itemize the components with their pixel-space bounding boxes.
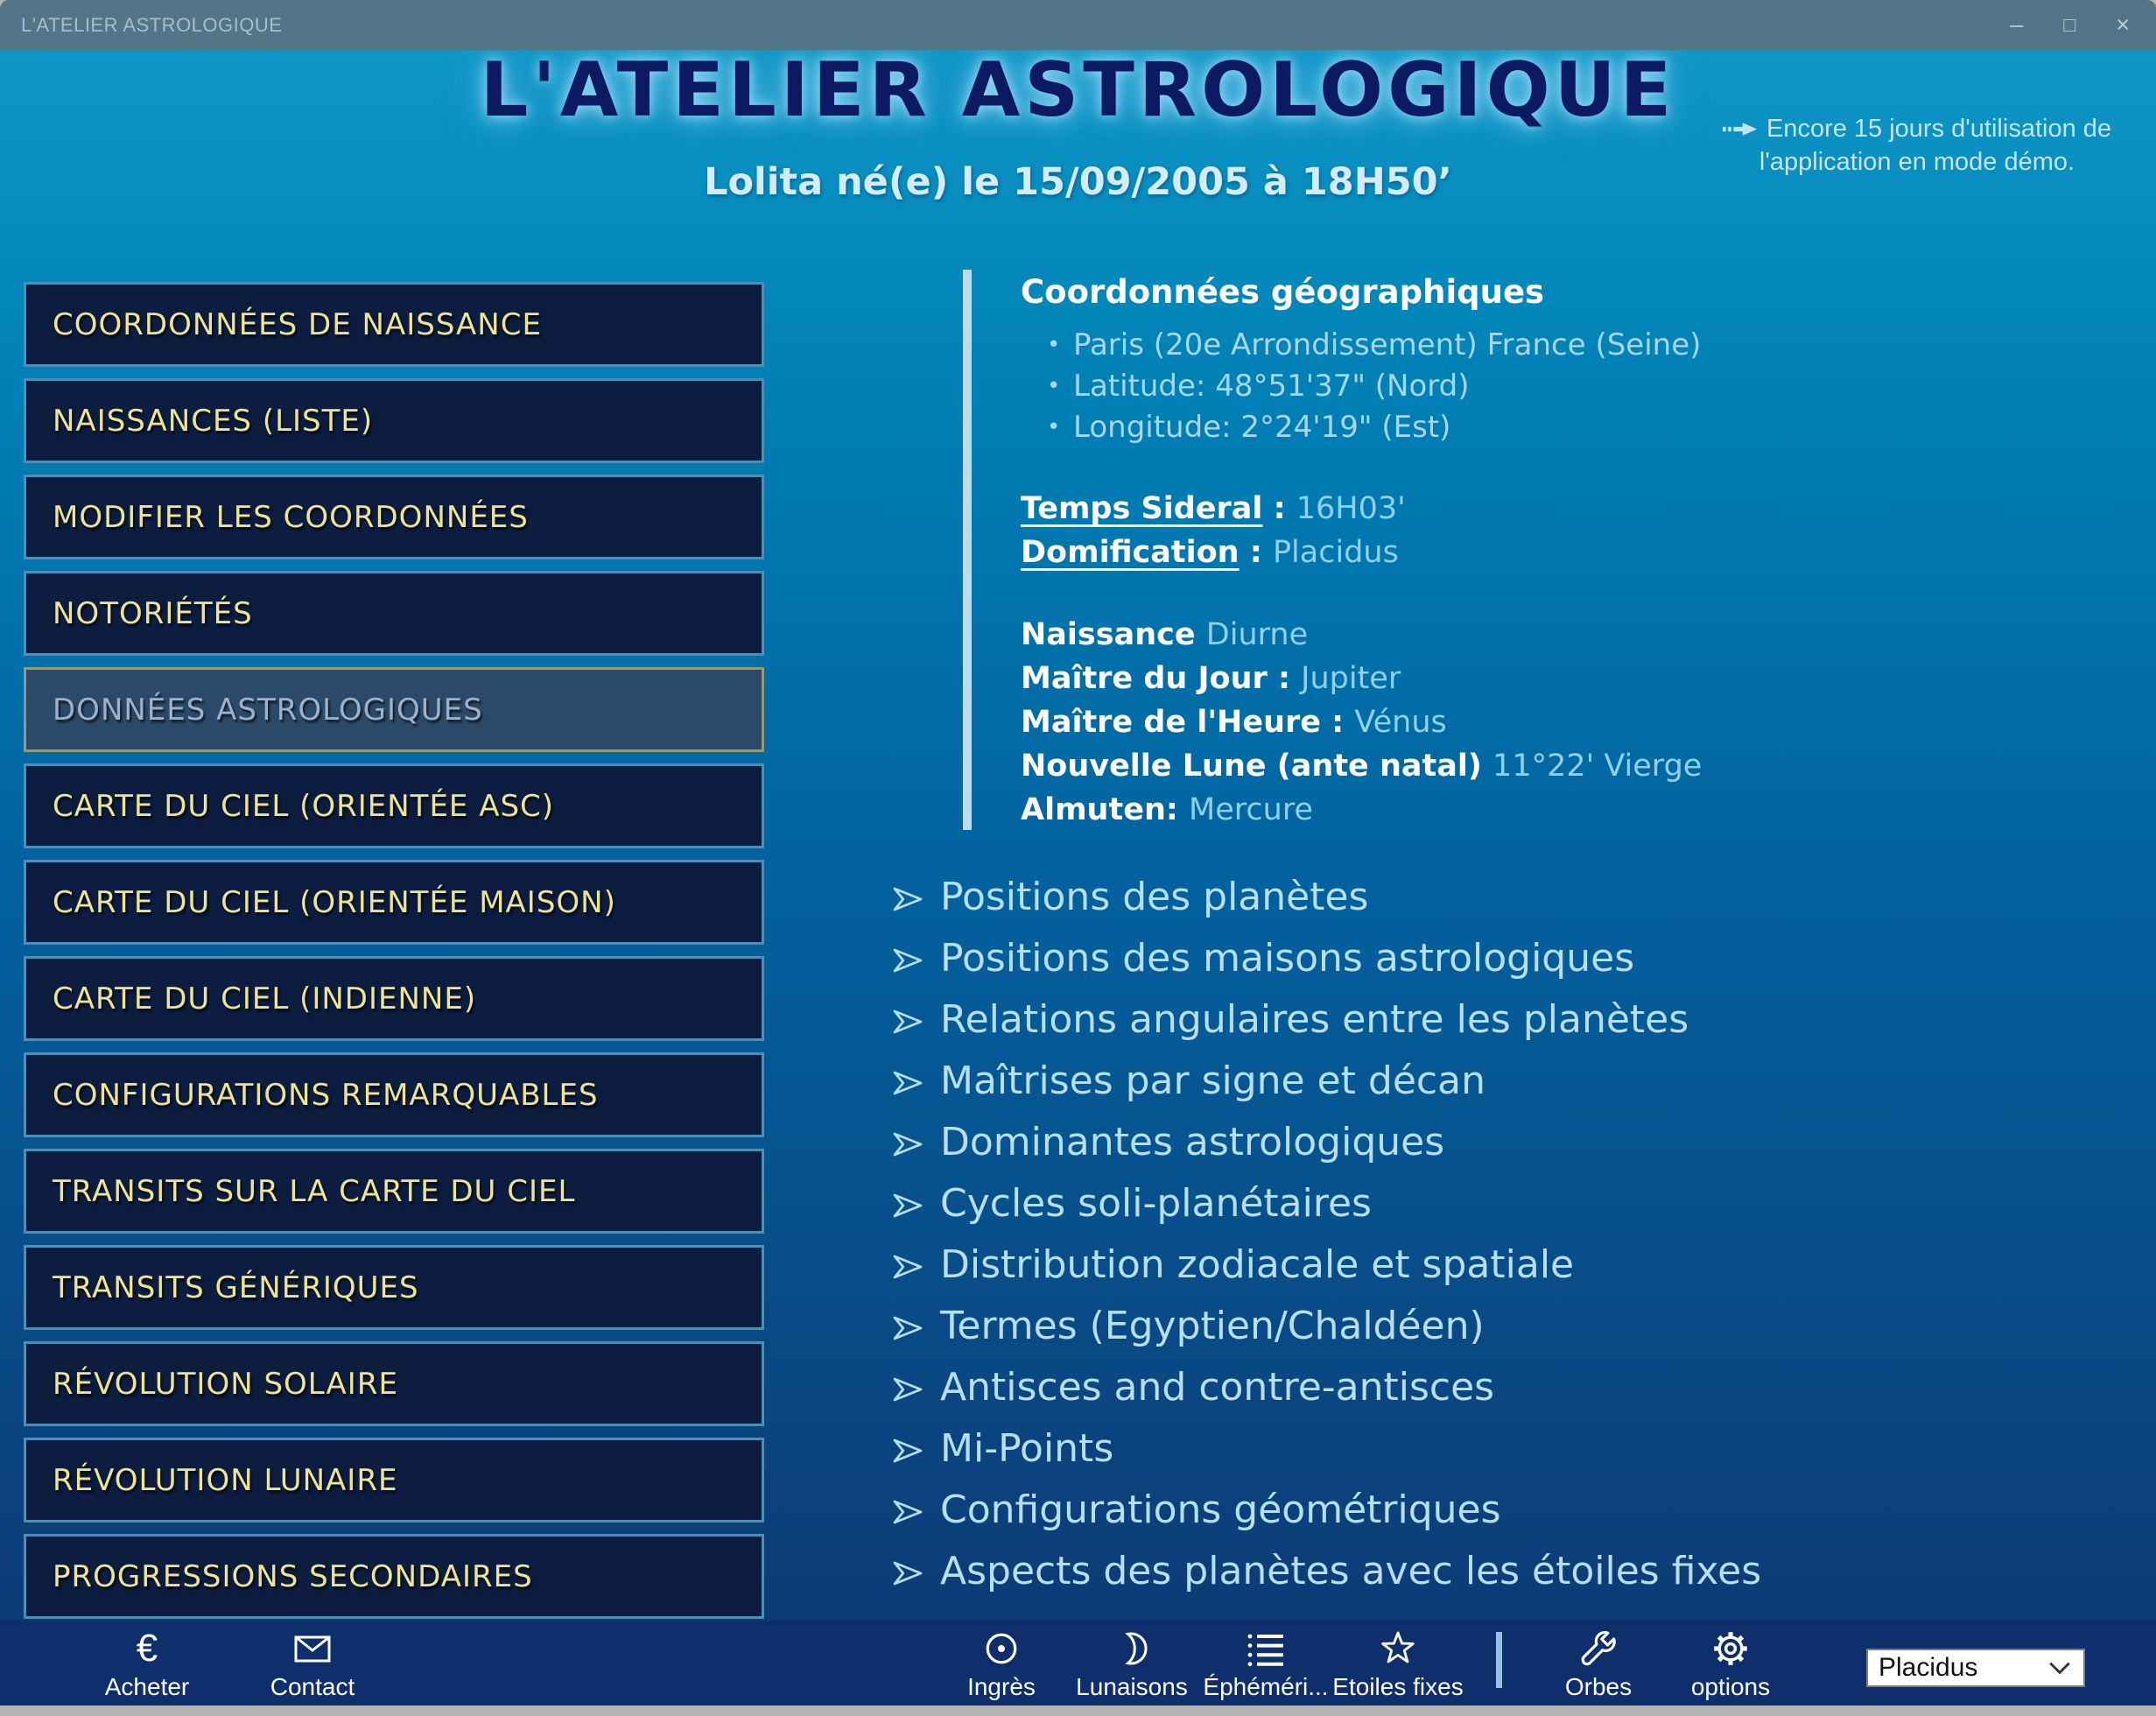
geo-title: Coordonnées géographiques [1021,273,1545,311]
arrowhead-icon [891,886,924,912]
house-system-value: Placidus [1879,1653,1978,1682]
detail-nouvelle-lune: Nouvelle Lune (ante natal) 11°22' Vierge [1021,749,1703,784]
sidebar-item-transits-carte-du-ciel[interactable]: TRANSITS SUR LA CARTE DU CIEL [24,1149,764,1234]
content-link[interactable]: Mi-Points [891,1418,1761,1480]
contact-button[interactable]: Contact [216,1625,409,1701]
content-link[interactable]: Aspects des planètes avec les étoiles fixes [891,1541,1761,1602]
arrowhead-icon [891,1438,924,1464]
buy-button[interactable]: € Acheter [104,1627,190,1700]
minimize-button[interactable]: – [2010,11,2024,38]
content-link-list [891,867,1761,1602]
bottom-toolbar [0,1621,2156,1705]
arrowhead-icon [891,1499,924,1525]
content-link[interactable]: Antisces and contre-antisces [891,1357,1761,1418]
arrowhead-icon [891,1376,924,1403]
sun-icon [981,1628,1022,1669]
arrowhead-icon [891,1192,924,1219]
window-controls [2010,0,2156,50]
sidebar-item-revolution-solaire[interactable]: RÉVOLUTION SOLAIRE [24,1341,764,1426]
window-title: L'ATELIER ASTROLOGIQUE [21,13,283,36]
demo-notice [1710,113,2124,179]
sidebar-item-progressions-secondaires[interactable]: PROGRESSIONS SECONDAIRES [24,1534,764,1619]
sidebar-item-notorietes[interactable]: NOTORIÉTÉS [24,571,764,656]
content-link[interactable]: Dominantes astrologiques [891,1112,1761,1173]
arrowhead-icon [891,1070,924,1096]
content-link[interactable]: Distribution zodiacale et spatiale [891,1234,1761,1296]
detail-domification: Domification : Placidus [1021,535,1399,570]
sidebar-item-carte-du-ciel-maison[interactable]: CARTE DU CIEL (ORIENTÉE MAISON) [24,860,764,945]
arrowhead-icon [891,1254,924,1280]
main-area [0,50,2156,1621]
moon-icon [1113,1628,1150,1669]
close-button[interactable]: × [2116,11,2130,38]
detail-temps-sideral: Temps Sideral : 16H03' [1021,491,1406,526]
geo-details-panel [963,270,2048,830]
arrowhead-icon [891,1560,924,1586]
sidebar-item-configurations-remarquables[interactable]: CONFIGURATIONS REMARQUABLES [24,1052,764,1137]
orbes-button[interactable]: Orbes [1502,1625,1695,1701]
geo-bullet: • Latitude: 48°51'37" (Nord) [1021,366,2048,407]
chevron-down-icon [2047,1660,2073,1676]
arrowhead-icon [891,947,924,974]
options-button[interactable]: options [1634,1625,1827,1701]
wrench-icon [1577,1628,1619,1670]
geo-bullet-list [1021,325,2048,448]
arrowhead-icon [891,1009,924,1035]
title-bar [0,0,2156,50]
content-link[interactable]: Positions des planètes [891,867,1761,928]
content-link[interactable]: Maîtrises par signe et décan [891,1051,1761,1112]
astro-details [1021,487,2048,832]
euro-icon: € [136,1627,158,1670]
gear-icon [1710,1628,1752,1670]
etoiles-fixes-button[interactable]: Etoiles fixes [1302,1625,1494,1701]
content-link[interactable]: Cycles soli-planétaires [891,1173,1761,1234]
detail-maitre-de-l-heure: Maître de l'Heure : Vénus [1021,705,1447,740]
detail-maitre-du-jour: Maître du Jour : Jupiter [1021,661,1401,696]
arrowhead-icon [891,1131,924,1157]
detail-naissance: Naissance Diurne [1021,617,1309,652]
envelope-icon [291,1631,334,1666]
sidebar-item-carte-du-ciel-asc[interactable]: CARTE DU CIEL (ORIENTÉE ASC) [24,763,764,848]
content-link[interactable]: Termes (Egyptien/Chaldéen) [891,1296,1761,1357]
sidebar-item-naissances-liste[interactable]: NAISSANCES (LISTE) [24,378,764,463]
sidebar-item-coordonnees-de-naissance[interactable]: COORDONNÉES DE NAISSANCE [24,282,764,367]
sidebar-menu [24,282,764,1621]
list-icon [1244,1629,1288,1668]
content-link[interactable]: Positions des maisons astrologiques [891,928,1761,989]
arrowhead-icon [891,1315,924,1341]
sidebar-item-modifier-les-coordonnees[interactable]: MODIFIER LES COORDONNÉES [24,475,764,559]
detail-almuten: Almuten: Mercure [1021,792,1313,827]
sidebar-item-revolution-lunaire[interactable]: RÉVOLUTION LUNAIRE [24,1438,764,1523]
maximize-button[interactable]: □ [2063,13,2076,36]
sidebar-item-donnees-astrologiques[interactable]: DONNÉES ASTROLOGIQUES [24,667,764,752]
ephemerides-button[interactable]: Éphéméri... [1169,1625,1362,1701]
page-title: L'ATELIER ASTROLOGIQUE [480,50,1676,134]
geo-bullet: • Longitude: 2°24'19" (Est) [1021,407,2048,448]
lunaisons-button[interactable]: Lunaisons [1036,1625,1228,1701]
content-link[interactable]: Configurations géométriques [891,1480,1761,1541]
birth-subtitle: Lolita né(e) le 15/09/2005 à 18H50’ [704,160,1452,204]
striped-arrow-right-icon [1723,120,1759,138]
toolbar-divider [1496,1632,1502,1688]
content-link[interactable]: Relations angulaires entre les planètes [891,989,1761,1051]
ingres-button[interactable]: Ingrès [905,1625,1098,1701]
geo-bullet: • Paris (20e Arrondissement) France (Seine) [1021,325,2048,366]
sidebar-item-transits-generiques[interactable]: TRANSITS GÉNÉRIQUES [24,1245,764,1330]
demo-notice-text: Encore 15 jours d'utilisation de l'application en mode démo. [1759,115,2112,176]
sidebar-item-carte-du-ciel-indienne[interactable]: CARTE DU CIEL (INDIENNE) [24,956,764,1041]
house-system-dropdown[interactable] [1866,1649,2085,1687]
star-icon [1377,1628,1419,1669]
